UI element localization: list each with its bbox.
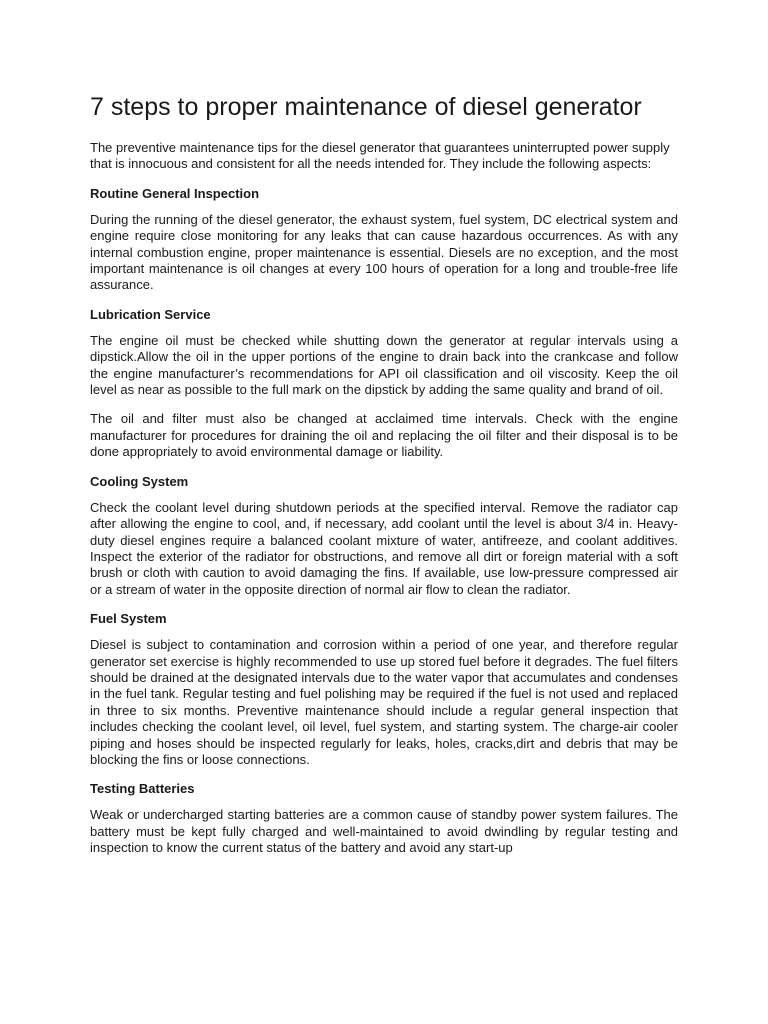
document-title: 7 steps to proper maintenance of diesel generator [90, 93, 642, 121]
section-paragraph: Diesel is subject to contamination and corrosion within a period of one year, and therefore regular generator set exercise is highly recommended to use up stored fuel before it degrades. The fuel filters should be drained at the designated intervals due to the water vapor that accumulates and condenses in the fuel tank. Regular testing and fuel polishing may be required if the fuel is not used and replaced in three to six months. Preventive maintenance should include a regular general inspection that includes checking the coolant level, oil level, fuel system, and starting system. The charge-air cooler piping and hoses should be inspected regularly for leaks, holes, cracks,dirt and debris that may be blocking the fins or loose connections. [90, 637, 678, 767]
section-paragraph: The oil and filter must also be changed at acclaimed time intervals. Check with the engine manufacturer for procedures for draining the oil and replacing the oil filter and their disposal is to be done appropriately to avoid environmental damage or liability. [90, 411, 678, 460]
section-heading: Lubrication Service [90, 306, 211, 322]
document-body [90, 140, 678, 870]
section-heading: Fuel System [90, 611, 167, 627]
intro-paragraph: The preventive maintenance tips for the diesel generator that guarantees uninterrupted power supply that is innocuous and consistent for all the needs intended for. They include the following aspects: [90, 140, 670, 172]
section-paragraph: During the running of the diesel generator, the exhaust system, fuel system, DC electrical system and engine require close monitoring for any leaks that can cause hazardous occurrences. As with any internal combustion engine, proper maintenance is essential. Diesels are no exception, and the most important maintenance is oil changes at every 100 hours of operation for a long and trouble-free life assurance. [90, 211, 678, 293]
section-paragraph: Weak or undercharged starting batteries are a common cause of standby power system failures. The battery must be kept fully charged and well-maintained to avoid dwindling by regular testing and inspection to know the current status of the battery and avoid any start-up [90, 807, 678, 856]
section-paragraph: The engine oil must be checked while shutting down the generator at regular intervals using a dipstick.Allow the oil in the upper portions of the engine to drain back into the crankcase and follow the engine manufacturer’s recommendations for API oil classification and oil viscosity. Keep the oil level as near as possible to the full mark on the dipstick by adding the same quality and brand of oil. [90, 332, 678, 398]
section-fuel-system [90, 611, 678, 768]
section-cooling-system [90, 474, 678, 598]
section-heading: Cooling System [90, 473, 189, 489]
section-routine-general-inspection [90, 186, 678, 294]
section-heading: Routine General Inspection [90, 185, 260, 201]
section-paragraph: Check the coolant level during shutdown periods at the specified interval. Remove the radiator cap after allowing the engine to cool, and, if necessary, add coolant until the level is about 3/4 in. Heavy-duty diesel engines require a balanced coolant mixture of water, antifreeze, and coolant additives. Inspect the exterior of the radiator for obstructions, and remove all dirt or foreign material with a soft brush or cloth with caution to avoid damaging the fins. If available, use low-pressure compressed air or a stream of water in the opposite direction of normal air flow to clean the radiator. [90, 499, 678, 597]
section-testing-batteries [90, 781, 678, 856]
section-lubrication-service [90, 307, 678, 461]
section-heading: Testing Batteries [90, 781, 195, 797]
